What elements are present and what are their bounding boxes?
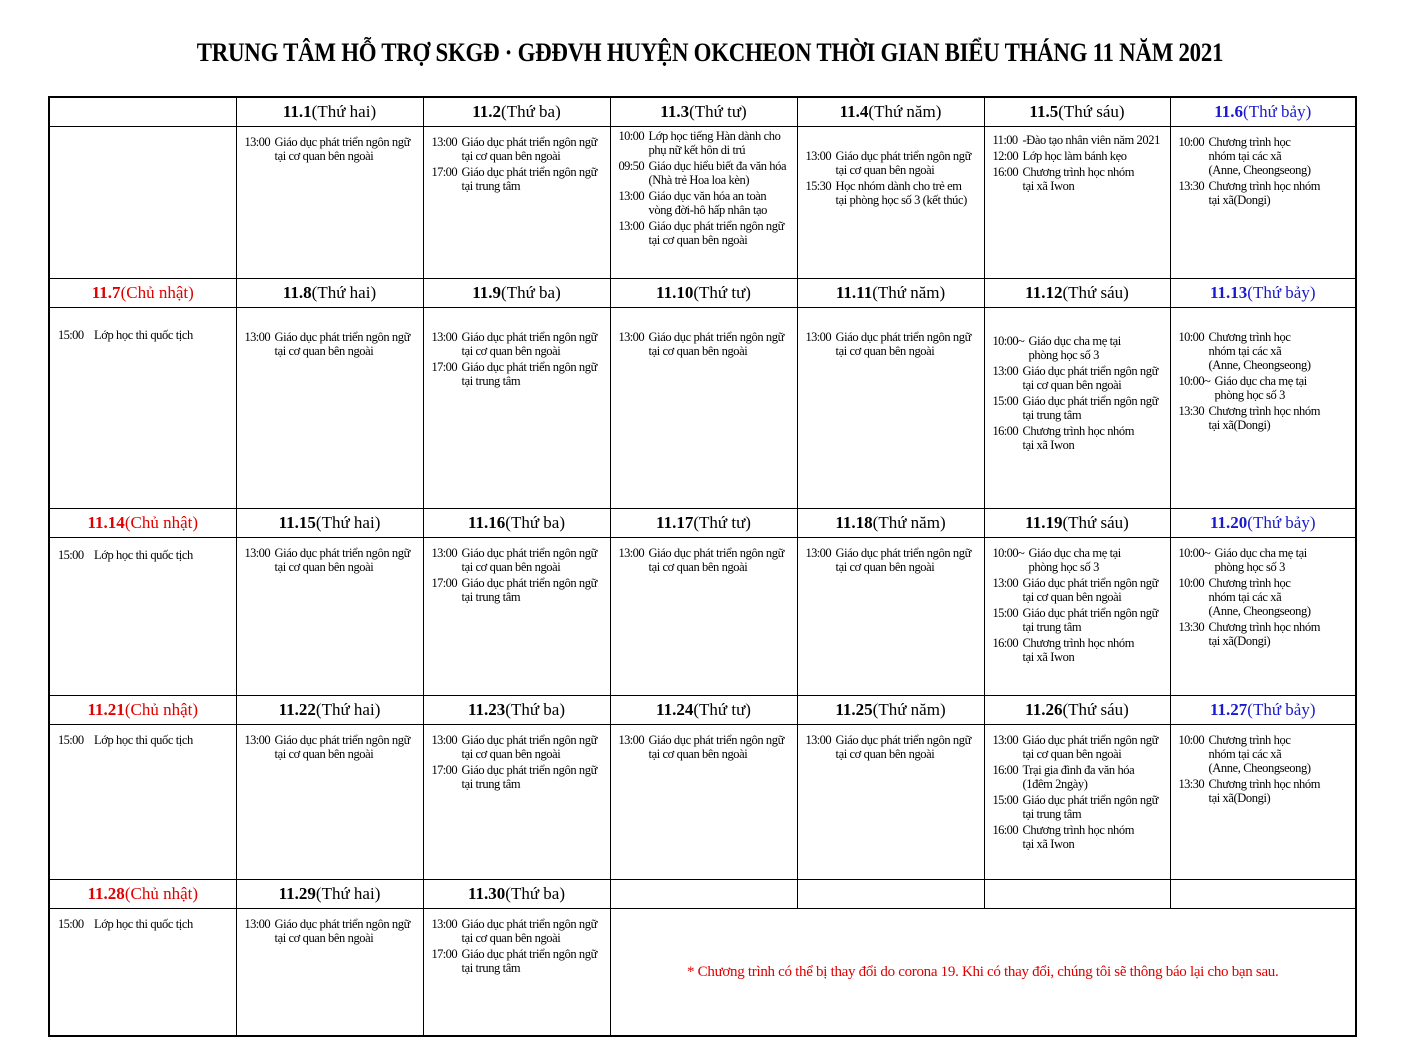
event: 13:00 Giáo dục phát triển ngôn ngữ tại cơ quan bên ngoài [431,546,597,574]
day-cell-11-25 [797,725,984,880]
day-header-11-5: 11.5(Thứ sáu) [984,97,1170,127]
event: 15:00 Lớp học thi quốc tịch [58,733,193,747]
day-header-11-10: 11.10(Thứ tư) [610,279,797,308]
day-header-11-25: 11.25(Thứ năm) [797,696,984,725]
day-cell-11-19 [984,538,1170,696]
day-cell-11-7 [49,308,236,509]
day-cell-11-22 [236,725,423,880]
day-cell-11-12 [984,308,1170,509]
day-cell-11-24 [610,725,797,880]
event: 12:00 Lớp học làm bánh kẹo [992,149,1127,163]
event: 13:00 Giáo dục phát triển ngôn ngữ tại cơ quan bên ngoài [618,219,784,247]
week-2-body [49,308,1356,509]
day-cell-11-6 [1170,127,1356,279]
corona-notice: * Chương trình có thể bị thay đổi do corona 19. Khi có thay đổi, chúng tôi sẽ thông báo lại cho bạn sau. [610,909,1356,1037]
day-header-11-1: 11.1(Thứ hai) [236,97,423,127]
page-title: TRUNG TÂM HỖ TRỢ SKGĐ · GĐĐVH HUYỆN OKCHEON THỜI GIAN BIỂU THÁNG 11 NĂM 2021 [196,38,1224,67]
day-header-11-11: 11.11(Thứ năm) [797,279,984,308]
event: 16:00 Chương trình học nhóm tại xã Iwon [992,636,1135,664]
day-header-11-23: 11.23(Thứ ba) [423,696,610,725]
event: 15:00 Lớp học thi quốc tịch [58,917,193,931]
day-cell-11-29 [236,909,423,1037]
day-header-11-6: 11.6(Thứ bảy) [1170,97,1356,127]
event: 10:00 Chương trình học nhóm tại các xã (Anne, Cheongseong) [1178,135,1311,177]
event: 13:00 Giáo dục phát triển ngôn ngữ tại cơ quan bên ngoài [618,330,784,358]
event: 16:00 Chương trình học nhóm tại xã Iwon [992,424,1135,452]
day-header-11-14: 11.14(Chủ nhật) [49,509,236,538]
event: 13:00 Giáo dục phát triển ngôn ngữ tại cơ quan bên ngoài [431,917,597,945]
day-header-11-3: 11.3(Thứ tư) [610,97,797,127]
event: 11:00 -Đào tạo nhân viên năm 2021 [992,133,1160,147]
empty-header-cell [49,97,236,127]
event: 13:30 Chương trình học nhóm tại xã(Dongi) [1178,179,1321,207]
event: 15:30 Học nhóm dành cho trẻ em tại phòng học số 3 (kết thúc) [805,179,967,207]
day-header-11-4: 11.4(Thứ năm) [797,97,984,127]
day-cell-11-10 [610,308,797,509]
day-header-11-19: 11.19(Thứ sáu) [984,509,1170,538]
event: 16:00 Chương trình học nhóm tại xã Iwon [992,823,1135,851]
day-cell-11-27 [1170,725,1356,880]
event: 13:00 Giáo dục văn hóa an toàn vòng đời-hô hấp nhân tạo [618,189,768,217]
day-header-11-9: 11.9(Thứ ba) [423,279,610,308]
event: 10:00~ Giáo dục cha mẹ tại phòng học số 3 [1178,546,1307,574]
day-header-11-13: 11.13(Thứ bảy) [1170,279,1356,308]
day-header-11-29: 11.29(Thứ hai) [236,880,423,909]
event: 16:00 Chương trình học nhóm tại xã Iwon [992,165,1135,193]
day-header-11-8: 11.8(Thứ hai) [236,279,423,308]
event: 15:00 Giáo dục phát triển ngôn ngữ tại trung tâm [992,793,1158,821]
day-cell-11-18 [797,538,984,696]
empty-header-cell [797,880,984,909]
event: 10:00 Chương trình học nhóm tại các xã (Anne, Cheongseong) [1178,576,1311,618]
day-cell-11-23 [423,725,610,880]
event: 13:00 Giáo dục phát triển ngôn ngữ tại cơ quan bên ngoài [618,546,784,574]
day-cell-11-8 [236,308,423,509]
event: 13:00 Giáo dục phát triển ngôn ngữ tại cơ quan bên ngoài [244,330,410,358]
day-header-11-30: 11.30(Thứ ba) [423,880,610,909]
event: 13:00 Giáo dục phát triển ngôn ngữ tại cơ quan bên ngoài [805,546,971,574]
day-cell-11-30 [423,909,610,1037]
week-5-body [49,909,1356,1037]
day-header-11-22: 11.22(Thứ hai) [236,696,423,725]
event: 13:30 Chương trình học nhóm tại xã(Dongi) [1178,404,1321,432]
week-4-header [49,696,1356,725]
event: 13:00 Giáo dục phát triển ngôn ngữ tại cơ quan bên ngoài [618,733,784,761]
day-cell-11-3 [610,127,797,279]
schedule-table [48,96,1357,1037]
week-4-body [49,725,1356,880]
event: 13:00 Giáo dục phát triển ngôn ngữ tại cơ quan bên ngoài [244,733,410,761]
day-header-11-26: 11.26(Thứ sáu) [984,696,1170,725]
event: 09:50 Giáo dục hiểu biết đa văn hóa (Nhà trẻ Hoa loa kèn) [618,159,787,187]
event: 17:00 Giáo dục phát triển ngôn ngữ tại trung tâm [431,165,597,193]
empty-header-cell [610,880,797,909]
event: 15:00 Giáo dục phát triển ngôn ngữ tại trung tâm [992,606,1158,634]
day-cell-11-17 [610,538,797,696]
day-header-11-18: 11.18(Thứ năm) [797,509,984,538]
event: 13:00 Giáo dục phát triển ngôn ngữ tại cơ quan bên ngoài [244,917,410,945]
event: 15:00 Lớp học thi quốc tịch [58,548,193,562]
day-cell-11-5 [984,127,1170,279]
event: 10:00~ Giáo dục cha mẹ tại phòng học số 3 [1178,374,1307,402]
week-3-header [49,509,1356,538]
day-cell-11-11 [797,308,984,509]
day-cell-11-21 [49,725,236,880]
event: 13:30 Chương trình học nhóm tại xã(Dongi) [1178,620,1321,648]
event: 17:00 Giáo dục phát triển ngôn ngữ tại trung tâm [431,947,597,975]
week-3-body [49,538,1356,696]
day-cell-11-2 [423,127,610,279]
day-header-11-17: 11.17(Thứ tư) [610,509,797,538]
event: 17:00 Giáo dục phát triển ngôn ngữ tại trung tâm [431,360,597,388]
event: 10:00~ Giáo dục cha mẹ tại phòng học số 3 [992,546,1121,574]
day-cell-11-9 [423,308,610,509]
day-cell-11-13 [1170,308,1356,509]
empty-header-cell [1170,880,1356,909]
event: 10:00 Chương trình học nhóm tại các xã (Anne, Cheongseong) [1178,733,1311,775]
day-cell-11-20 [1170,538,1356,696]
event: 13:30 Chương trình học nhóm tại xã(Dongi) [1178,777,1321,805]
day-header-11-28: 11.28(Chủ nhật) [49,880,236,909]
event: 13:00 Giáo dục phát triển ngôn ngữ tại cơ quan bên ngoài [992,364,1158,392]
event: 13:00 Giáo dục phát triển ngôn ngữ tại cơ quan bên ngoài [431,135,597,163]
day-cell-11-15 [236,538,423,696]
event: 10:00 Chương trình học nhóm tại các xã (Anne, Cheongseong) [1178,330,1311,372]
event: 13:00 Giáo dục phát triển ngôn ngữ tại cơ quan bên ngoài [805,149,971,177]
day-header-11-16: 11.16(Thứ ba) [423,509,610,538]
day-cell-empty [49,127,236,279]
day-cell-11-28 [49,909,236,1037]
day-header-11-21: 11.21(Chủ nhật) [49,696,236,725]
week-1-body [49,127,1356,279]
event: 13:00 Giáo dục phát triển ngôn ngữ tại cơ quan bên ngoài [431,733,597,761]
week-1-header [49,97,1356,127]
event: 13:00 Giáo dục phát triển ngôn ngữ tại cơ quan bên ngoài [244,546,410,574]
day-header-11-20: 11.20(Thứ bảy) [1170,509,1356,538]
day-header-11-24: 11.24(Thứ tư) [610,696,797,725]
event: 15:00 Giáo dục phát triển ngôn ngữ tại trung tâm [992,394,1158,422]
day-cell-11-4 [797,127,984,279]
day-cell-11-14 [49,538,236,696]
event: 13:00 Giáo dục phát triển ngôn ngữ tại cơ quan bên ngoài [992,733,1158,761]
event: 13:00 Giáo dục phát triển ngôn ngữ tại cơ quan bên ngoài [805,733,971,761]
day-cell-11-16 [423,538,610,696]
event: 10:00~ Giáo dục cha mẹ tại phòng học số 3 [992,334,1121,362]
week-2-header [49,279,1356,308]
day-cell-11-26 [984,725,1170,880]
day-header-11-12: 11.12(Thứ sáu) [984,279,1170,308]
day-header-11-27: 11.27(Thứ bảy) [1170,696,1356,725]
event: 13:00 Giáo dục phát triển ngôn ngữ tại cơ quan bên ngoài [805,330,971,358]
day-header-11-2: 11.2(Thứ ba) [423,97,610,127]
event: 17:00 Giáo dục phát triển ngôn ngữ tại trung tâm [431,763,597,791]
day-header-11-15: 11.15(Thứ hai) [236,509,423,538]
event: 13:00 Giáo dục phát triển ngôn ngữ tại cơ quan bên ngoài [431,330,597,358]
empty-header-cell [984,880,1170,909]
week-5-header [49,880,1356,909]
event: 13:00 Giáo dục phát triển ngôn ngữ tại cơ quan bên ngoài [992,576,1158,604]
day-cell-11-1 [236,127,423,279]
event: 10:00 Lớp học tiếng Hàn dành cho phụ nữ kết hôn di trú [618,129,781,157]
event: 17:00 Giáo dục phát triển ngôn ngữ tại trung tâm [431,576,597,604]
event: 15:00 Lớp học thi quốc tịch [58,328,193,342]
event: 13:00 Giáo dục phát triển ngôn ngữ tại cơ quan bên ngoài [244,135,410,163]
event: 16:00 Trại gia đình đa văn hóa (1đêm 2ngày) [992,763,1135,791]
day-header-11-7: 11.7(Chủ nhật) [49,279,236,308]
